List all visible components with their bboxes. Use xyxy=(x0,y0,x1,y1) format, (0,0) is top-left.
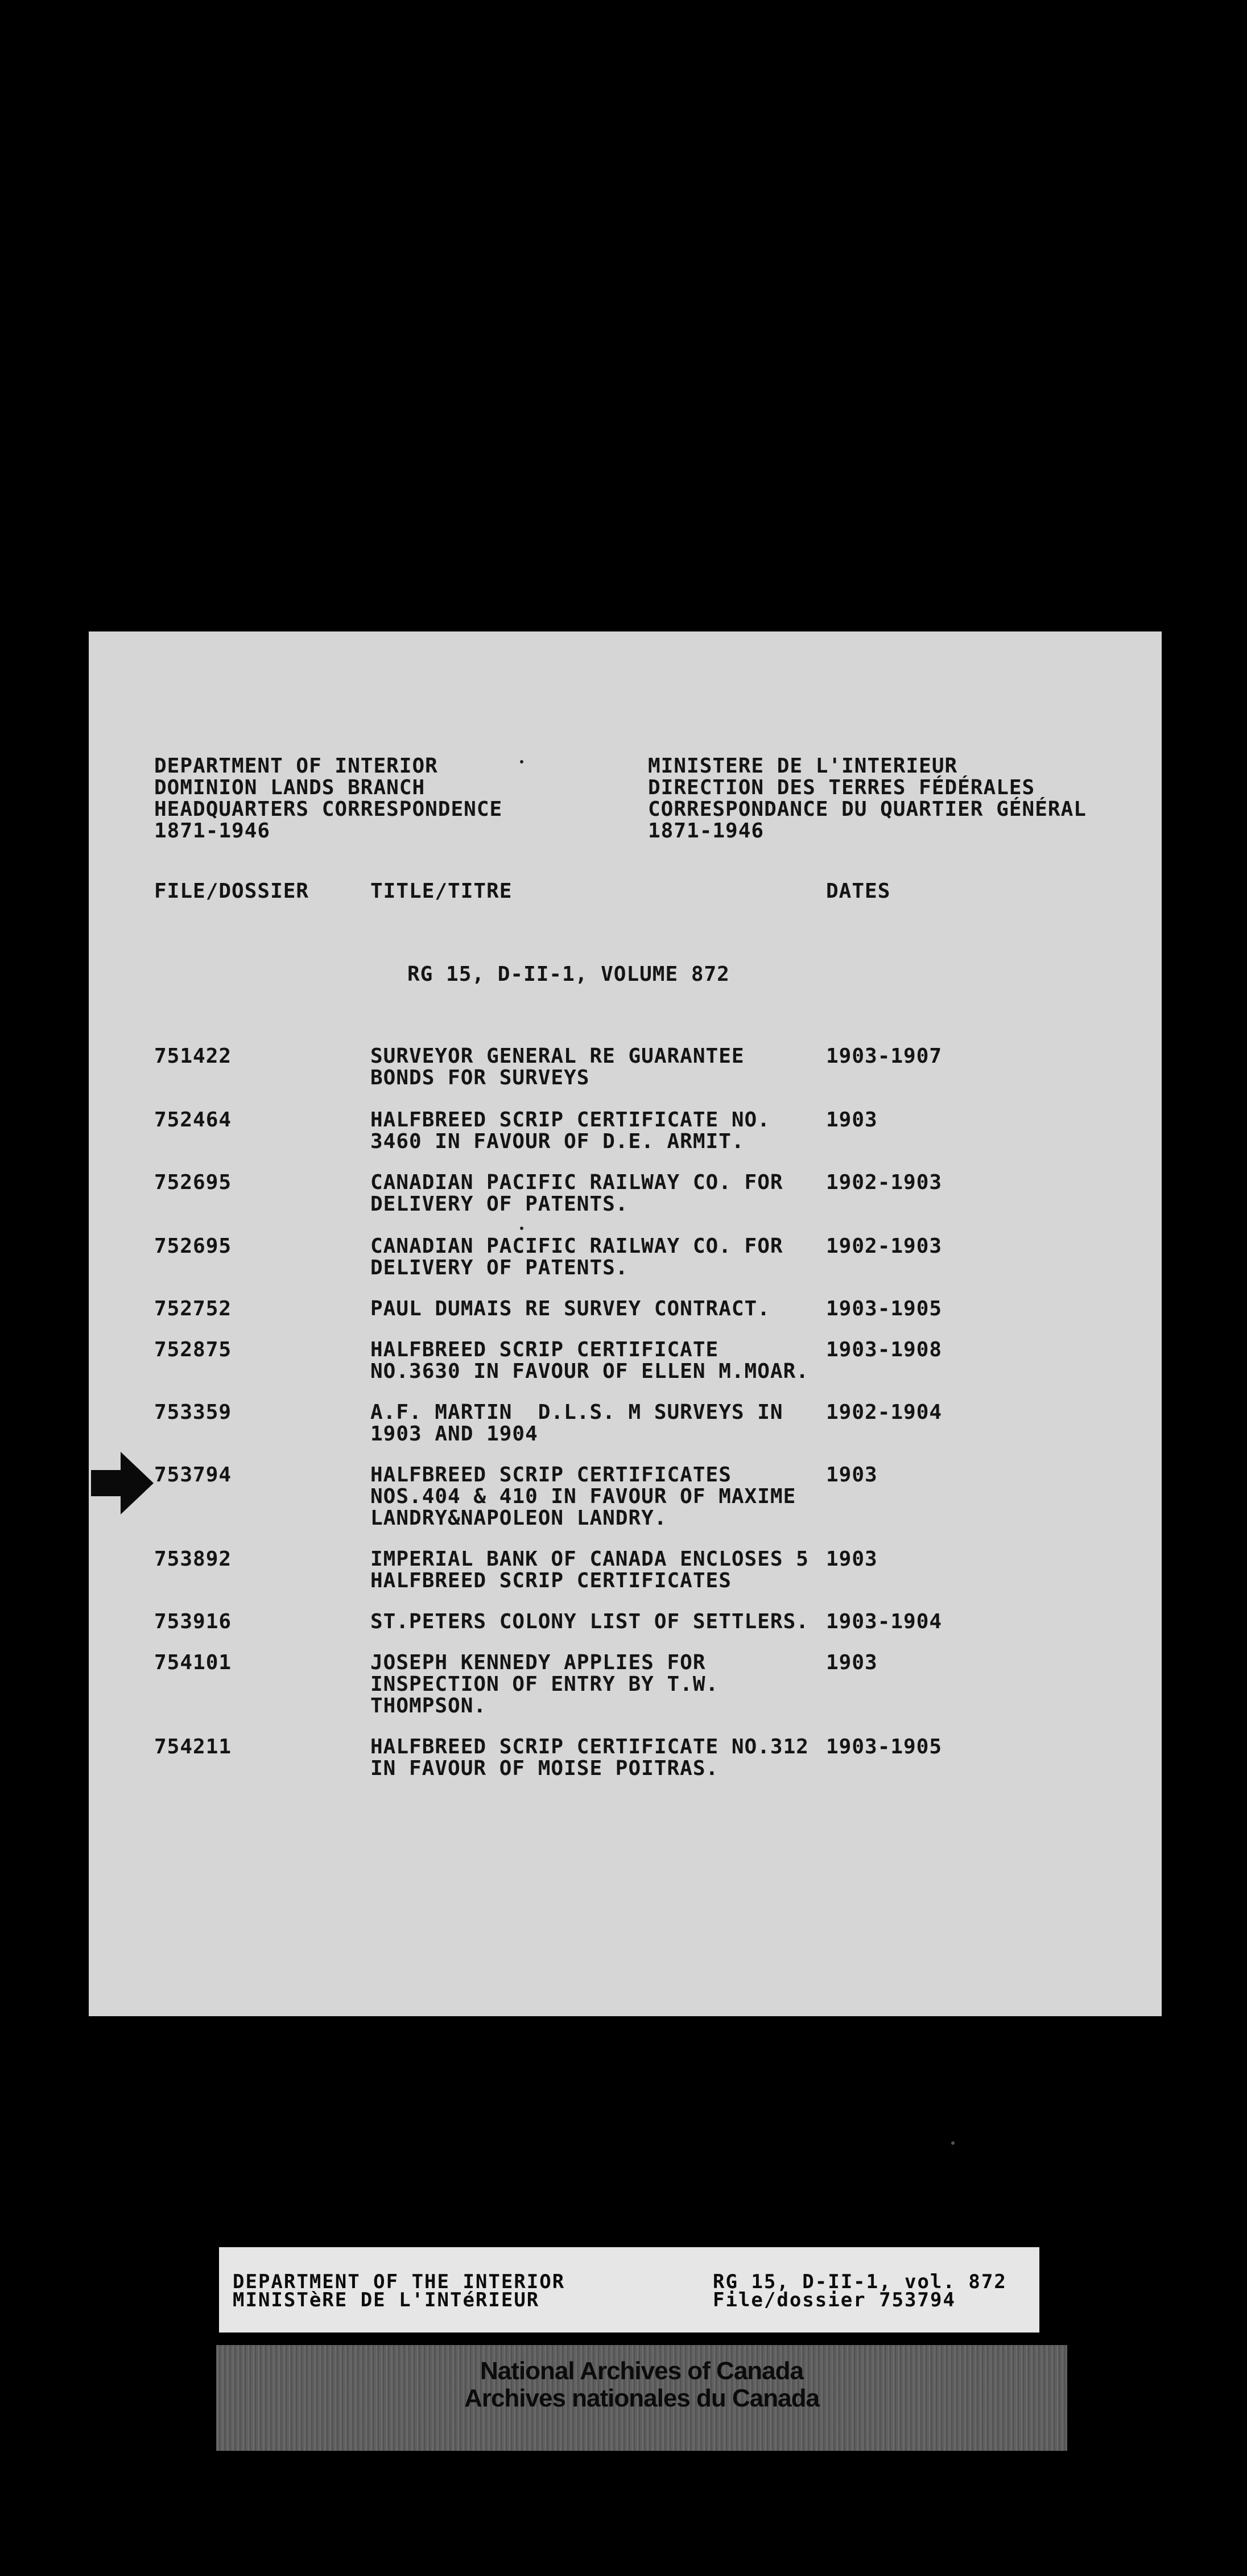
entry-title xyxy=(370,1046,837,1089)
file-number: 754101 xyxy=(154,1651,232,1674)
entry-title xyxy=(370,1652,837,1717)
entry-title-line: CANADIAN PACIFIC RAILWAY CO. FOR xyxy=(370,1235,783,1258)
header-right-line: CORRESPONDANCE DU QUARTIER GÉNÉRAL xyxy=(648,798,1087,821)
stamp-line-en: National Archives of Canada xyxy=(480,2357,803,2385)
film-speck xyxy=(951,2141,955,2145)
entry-title-line: A.F. MARTIN D.L.S. M SURVEYS IN xyxy=(370,1401,783,1424)
entry-title-line: HALFBREED SCRIP CERTIFICATE NO. xyxy=(370,1108,770,1132)
entry-title-line: PAUL DUMAIS RE SURVEY CONTRACT. xyxy=(370,1297,770,1320)
stamp-line-fr: Archives nationales du Canada xyxy=(464,2384,819,2412)
entry-dates: 1903-1905 xyxy=(826,1735,943,1758)
entry-title-line: SURVEYOR GENERAL RE GUARANTEE xyxy=(370,1045,745,1068)
entry-title xyxy=(370,1611,837,1633)
entry-title-line: INSPECTION OF ENTRY BY T.W. xyxy=(370,1673,719,1696)
label-department-fr: MINISTèRE DE L'INTéRIEUR xyxy=(233,2289,540,2311)
entry-title xyxy=(370,1736,837,1780)
entry-dates: 1903 xyxy=(826,1651,878,1674)
header-left-line: 1871-1946 xyxy=(154,819,271,843)
entry-title-line: NO.3630 IN FAVOUR OF ELLEN M.MOAR. xyxy=(370,1360,809,1383)
label-file-number: File/dossier 753794 xyxy=(713,2289,956,2311)
entry-title xyxy=(370,1464,837,1529)
file-number: 752464 xyxy=(154,1108,232,1132)
entry-title-line: DELIVERY OF PATENTS. xyxy=(370,1256,629,1279)
entry-dates: 1903-1905 xyxy=(826,1297,943,1320)
entry-title xyxy=(370,1298,837,1320)
entry-title-line: ST.PETERS COLONY LIST OF SETTLERS. xyxy=(370,1610,809,1633)
entry-title-line: IN FAVOUR OF MOISE POITRAS. xyxy=(370,1757,719,1780)
volume-reference: RG 15, D-II-1, VOLUME 872 xyxy=(407,963,730,986)
file-number: 753359 xyxy=(154,1401,232,1424)
entry-title-line: THOMPSON. xyxy=(370,1694,487,1718)
entry-dates: 1902-1904 xyxy=(826,1401,943,1424)
file-number: 752695 xyxy=(154,1235,232,1258)
entry-dates: 1903-1907 xyxy=(826,1045,943,1068)
label-department-en: DEPARTMENT OF THE INTERIOR xyxy=(233,2270,565,2293)
entry-title xyxy=(370,1236,837,1279)
entry-dates: 1903 xyxy=(826,1463,878,1487)
file-number: 753892 xyxy=(154,1547,232,1571)
header-right-line: 1871-1946 xyxy=(648,819,765,843)
header-right-line: MINISTERE DE L'INTERIEUR xyxy=(648,754,958,778)
entry-title-line: HALFBREED SCRIP CERTIFICATES xyxy=(370,1463,732,1487)
column-header-title: TITLE/TITRE xyxy=(370,880,513,903)
file-number: 753794 xyxy=(154,1463,232,1487)
entry-title-line: HALFBREED SCRIP CERTIFICATE xyxy=(370,1338,719,1361)
label-volume: RG 15, D-II-1, vol. 872 xyxy=(713,2270,1007,2293)
header-left xyxy=(154,756,502,842)
paper-speck xyxy=(520,760,523,763)
column-header-dates: DATES xyxy=(826,880,891,903)
entry-dates: 1903 xyxy=(826,1108,878,1132)
header-right xyxy=(648,756,1087,842)
file-number: 752875 xyxy=(154,1338,232,1361)
archives-stamp xyxy=(216,2345,1067,2451)
file-number: 752695 xyxy=(154,1171,232,1194)
entry-title xyxy=(370,1109,837,1153)
file-number: 751422 xyxy=(154,1045,232,1068)
entry-title-line: HALFBREED SCRIP CERTIFICATE NO.312 xyxy=(370,1735,809,1758)
header-right-line: DIRECTION DES TERRES FÉDÉRALES xyxy=(648,776,1035,799)
entry-title-line: HALFBREED SCRIP CERTIFICATES xyxy=(370,1569,732,1592)
entry-title xyxy=(370,1549,837,1592)
entry-dates: 1903-1904 xyxy=(826,1610,943,1633)
entry-title-line: DELIVERY OF PATENTS. xyxy=(370,1192,629,1216)
entry-title-line: CANADIAN PACIFIC RAILWAY CO. FOR xyxy=(370,1171,783,1194)
entry-dates: 1903 xyxy=(826,1547,878,1571)
entry-dates: 1902-1903 xyxy=(826,1171,943,1194)
entry-title-line: JOSEPH KENNEDY APPLIES FOR xyxy=(370,1651,706,1674)
header-left-line: DEPARTMENT OF INTERIOR xyxy=(154,754,438,778)
file-number: 753916 xyxy=(154,1610,232,1633)
column-header-file: FILE/DOSSIER xyxy=(154,880,309,903)
entry-title-line: BONDS FOR SURVEYS xyxy=(370,1066,590,1089)
entry-title-line: 3460 IN FAVOUR OF D.E. ARMIT. xyxy=(370,1130,745,1153)
entry-title-line: NOS.404 & 410 IN FAVOUR OF MAXIME xyxy=(370,1485,796,1508)
entry-title xyxy=(370,1339,837,1382)
header-left-line: HEADQUARTERS CORRESPONDENCE xyxy=(154,798,503,821)
entry-title-line: 1903 AND 1904 xyxy=(370,1422,538,1446)
entry-dates: 1903-1908 xyxy=(826,1338,943,1361)
entry-title-line: IMPERIAL BANK OF CANADA ENCLOSES 5 xyxy=(370,1547,809,1571)
header-left-line: DOMINION LANDS BRANCH xyxy=(154,776,426,799)
entry-title-line: LANDRY&NAPOLEON LANDRY. xyxy=(370,1506,667,1530)
file-number: 754211 xyxy=(154,1735,232,1758)
arrow-right-icon xyxy=(91,1452,154,1514)
reference-label xyxy=(219,2247,1039,2333)
entry-title xyxy=(370,1172,837,1215)
document-page xyxy=(89,631,1162,2016)
paper-speck xyxy=(520,1227,523,1230)
entry-title xyxy=(370,1402,837,1445)
file-number: 752752 xyxy=(154,1297,232,1320)
entry-dates: 1902-1903 xyxy=(826,1235,943,1258)
